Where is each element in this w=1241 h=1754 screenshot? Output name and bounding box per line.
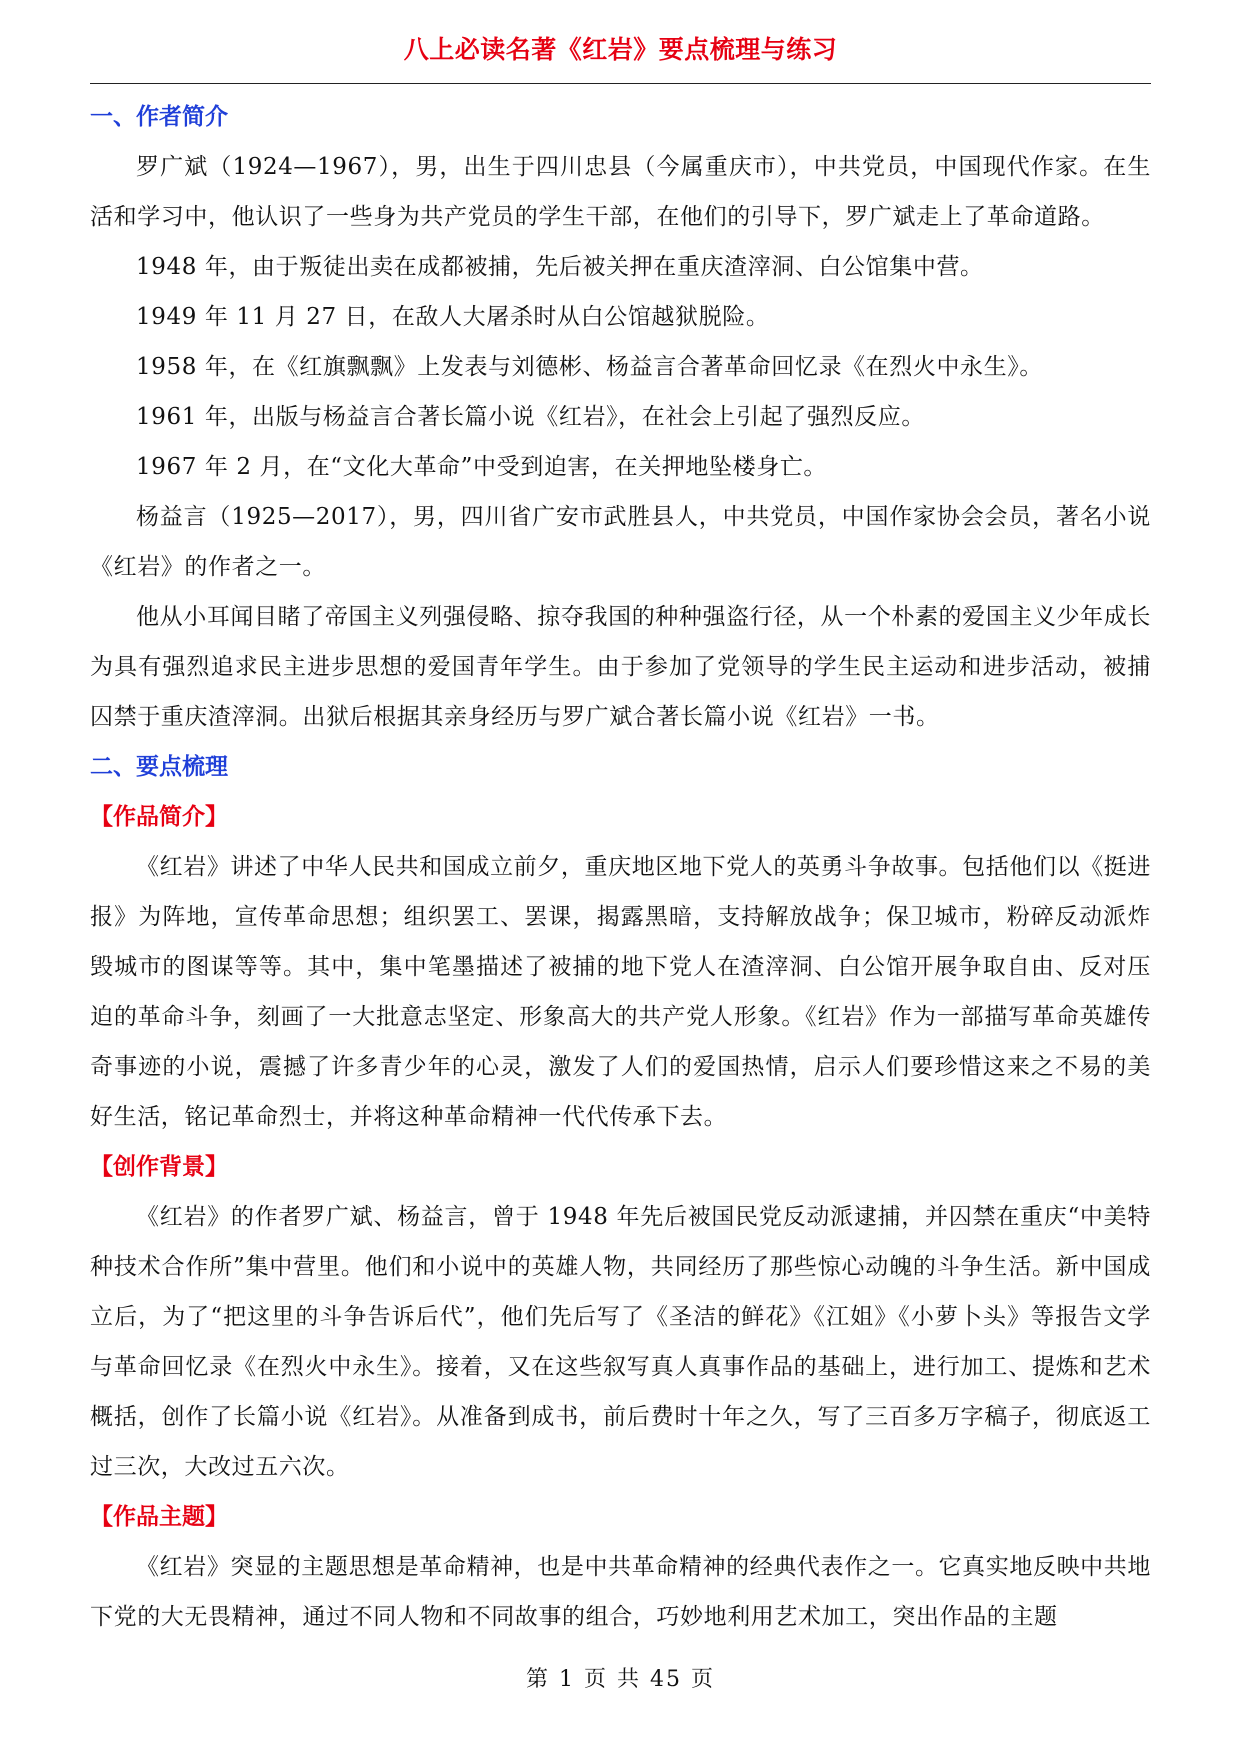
author-paragraph: 他从小耳闻目睹了帝国主义列强侵略、掠夺我国的种种强盗行径，从一个朴素的爱国主义少年成长为具有强烈追求民主进步思想的爱国青年学生。由于参加了党领导的学生民主运动和进步活动，被捕囚禁于重庆渣滓洞。出狱后根据其亲身经历与罗广斌合著长篇小说《红岩》一书。 [90, 604, 1151, 730]
work-intro-paragraph: 《红岩》讲述了中华人民共和国成立前夕，重庆地区地下党人的英勇斗争故事。包括他们以《挺进报》为阵地，宣传革命思想；组织罢工、罢课，揭露黑暗，支持解放战争；保卫城市，粉碎反动派炸毁城市的图谋等等。其中，集中笔墨描述了被捕的地下党人在渣滓洞、白公馆开展争取自由、反对压迫的革命斗争，刻画了一大批意志坚定、形象高大的共产党人形象。《红岩》作为一部描写革命英雄传奇事迹的小说，震撼了许多青少年的心灵，激发了人们的爱国热情，启示人们要珍惜这来之不易的美好生活，铭记革命烈士，并将这种革命精神一代代传承下去。 [90, 854, 1151, 1130]
subheading-work-intro: 【作品简介】 [90, 804, 228, 830]
author-paragraph: 1949 年 11 月 27 日，在敌人大屠杀时从白公馆越狱脱险。 [136, 304, 770, 330]
header-divider [90, 83, 1151, 84]
page-body [90, 92, 1151, 1642]
page-number: 第 1 页 共 45 页 [526, 1667, 715, 1692]
author-paragraph: 1948 年，由于叛徒出卖在成都被捕，先后被关押在重庆渣滓洞、白公馆集中营。 [136, 254, 984, 280]
author-paragraph: 罗广斌（1924—1967），男，出生于四川忠县（今属重庆市），中共党员，中国现代作家。在生活和学习中，他认识了一些身为共产党员的学生干部，在他们的引导下，罗广斌走上了革命道路。 [90, 154, 1151, 230]
subheading-theme: 【作品主题】 [90, 1504, 228, 1530]
section-heading-author: 一、作者简介 [90, 104, 228, 130]
section-heading-key-points: 二、要点梳理 [90, 754, 228, 780]
author-paragraph: 杨益言（1925—2017），男，四川省广安市武胜县人，中共党员，中国作家协会会员，著名小说《红岩》的作者之一。 [90, 504, 1151, 580]
subheading-background: 【创作背景】 [90, 1154, 228, 1180]
background-paragraph: 《红岩》的作者罗广斌、杨益言，曾于 1948 年先后被国民党反动派逮捕，并囚禁在重庆“中美特种技术合作所”集中营里。他们和小说中的英雄人物，共同经历了那些惊心动魄的斗争生活。新中国成立后，为了“把这里的斗争告诉后代”，他们先后写了《圣洁的鲜花》《江姐》《小萝卜头》等报告文学与革命回忆录《在烈火中永生》。接着，又在这些叙写真人真事作品的基础上，进行加工、提炼和艺术概括，创作了长篇小说《红岩》。从准备到成书，前后费时十年之久，写了三百多万字稿子，彻底返工过三次，大改过五六次。 [90, 1204, 1151, 1480]
author-paragraph: 1961 年，出版与杨益言合著长篇小说《红岩》，在社会上引起了强烈反应。 [136, 404, 925, 430]
author-paragraph: 1967 年 2 月，在“文化大革命”中受到迫害，在关押地坠楼身亡。 [136, 454, 828, 480]
document-title: 八上必读名著《红岩》要点梳理与练习 [403, 35, 838, 64]
theme-paragraph: 《红岩》突显的主题思想是革命精神，也是中共革命精神的经典代表作之一。它真实地反映中共地下党的大无畏精神，通过不同人物和不同故事的组合，巧妙地利用艺术加工，突出作品的主题 [90, 1554, 1151, 1630]
author-paragraph: 1958 年，在《红旗飘飘》上发表与刘德彬、杨益言合著革命回忆录《在烈火中永生》。 [136, 354, 1043, 380]
